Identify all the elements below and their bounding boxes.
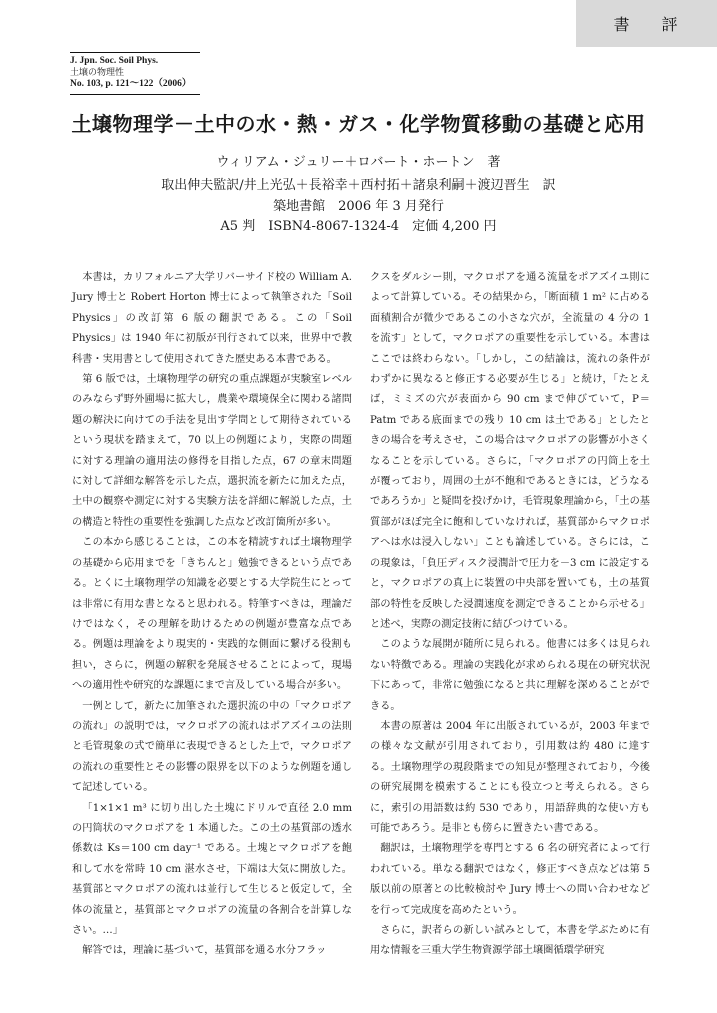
right-column xyxy=(370,268,650,962)
journal-issue: No. 103, p. 121～122（2006） xyxy=(70,79,192,89)
book-title: 土壌物理学－土中の水・熱・ガス・化学物質移動の基礎と応用 xyxy=(71,112,646,136)
paragraph: さらに，訳者らの新しい試みとして，本書を学ぶために有用な情報を三重大学生物資源学部土壌圏循環学研究 xyxy=(370,925,650,957)
paragraph: 翻訳は，土壌物理学を専門とする 6 名の研究者によって行われている。単なる翻訳ではなく，修正すべき点などは第 5 版以前の原著との比較検討や Jury 博士への問い合わせなどを行って完成度を高めたという。 xyxy=(370,843,650,916)
paragraph: クスをダルシー則，マクロポアを通る流量をポアズイユ則によって計算している。その結果から，「断面積 1 m² に占める面積割合が微少であるこの小さな穴が，全流量の 4 分の 1 を流す」として，マクロポアの重要性を示している。本書はここでは終わらない。「しかし，この結論は，流れの条件がわずかに異なると修正する必要が生じる」と続け，「たとえば，ミミズの穴が表面から 90 cm まで伸びていて，P＝Patm である底面までの残り 10 cm は土である」としたときの場合を考えさせ，この場合はマクロポアの影響が小さくなることを示している。さらに，「マクロポアの円筒上を土が覆っており，周囲の土が不飽和であるときには，どうなるであろうか」と疑問を投げかけ，毛管現象理論から，「土の基質部がほぼ完全に飽和していなければ，基質部からマクロポアへは水は浸入しない」ことも論述している。さらには，この現象は，「負圧ディスク浸潤計で圧力を－3 cm に設定すると，マクロポアの真上に装置の中央部を置いても，土の基質部の特性を反映した浸潤速度を測定できることから示せる」と述べ，実際の測定技術に結びつけている。 xyxy=(370,272,650,630)
paragraph: この本から感じることは，この本を精読すれば土壌物理学の基礎から応用までを「きちんと」勉強できるという点である。とくに土壌物理学の知識を必要とする大学院生にとっては非常に有用な書となると思われる。特筆すべきは，理論だけではなく，その理解を助けるための例題が豊富な点である。例題は理論をより現実的・実践的な側面に繋げる役割も担い，さらに，例題の解釈を発展させることによって，現場への適用性や研究的な課題にまで言及している場合が多い。 xyxy=(72,537,352,692)
paragraph: このような展開が随所に見られる。他書には多くは見られない特徴である。理論の実践化が求められる現在の研究状況下にあって，非常に勉強になると共に理解を深めることができる。 xyxy=(370,639,650,712)
paragraph: 本書の原著は 2004 年に出版されているが，2003 年までの様々な文献が引用されており，引用数は約 480 に達する。土壌物理学の現段階までの知見が整理されており，今後の研究展開を模索することにも役立つと考えられる。さらに，索引の用語数は約 530 であり，用語辞典的な使い方も可能であろう。是非とも傍らに置きたい書である。 xyxy=(370,720,650,834)
paragraph: 「1×1×1 m³ に切り出した土塊にドリルで直径 2.0 mm の円筒状のマクロポアを 1 本通した。この土の基質部の透水係数は Ks＝100 cm day⁻¹ である。土塊とマクロポアを飽和して水を常時 10 cm 湛水させ，下端は大気に開放した。基質部とマクロポアの流れは並行して生じると仮定して，全体の流量と，基質部とマクロポアの流量の各割合を計算しなさい。…」 xyxy=(72,802,352,936)
paragraph: 解答では，理論に基づいて，基質部を通る水分フラッ xyxy=(82,945,327,957)
paragraph: 本書は，カリフォルニア大学リバーサイド校の William A. Jury 博士と Robert Horton 博士によって執筆された「Soil Physics」の改訂第 6 版の翻訳である。この「Soil Physics」は 1940 年に初版が刊行されて以来，世界中で教科書・実用書として使用されてきた歴史ある本書である。 xyxy=(72,272,352,365)
book-publisher: 築地書館 2006 年 3 月発行 xyxy=(273,199,444,214)
section-tab-left-char: 書 xyxy=(613,15,632,34)
section-tab-right-char: 評 xyxy=(661,15,680,34)
left-column xyxy=(72,268,352,962)
paragraph: 一例として，新たに加筆された選択流の中の「マクロポアの流れ」の説明では，マクロポアの流れはポアズイユの法則と毛管現象の式で簡単に表現できるとした上で，マクロポアの流れの重要性とその影響の限界を以下のような例題を通して記述している。 xyxy=(72,700,352,794)
book-translators: 取出伸夫監訳/井上光弘＋長裕幸＋西村拓＋諸泉利嗣＋渡辺晋生 訳 xyxy=(161,178,556,193)
journal-name-en: J. Jpn. Soc. Soil Phys. xyxy=(70,56,159,66)
journal-name-ja: 土壌の物理性 xyxy=(70,67,125,78)
journal-citation xyxy=(70,52,200,95)
book-authors: ウィリアム・ジュリー＋ロバート・ホートン 著 xyxy=(216,155,501,170)
book-format: A5 判 ISBN4-8067-1324-4 定価 4,200 円 xyxy=(220,219,497,234)
paragraph: 第 6 版では，土壌物理学の研究の重点課題が実験室レベルのみならず野外圃場に拡大し，農業や環境保全に関わる諸問題の解決に向けての手法を見出す学問として期待されているという現状を踏まえて，70 以上の例題により，実際の問題に対する理論の適用法の修得を目指した点，67 の章末問題に対して詳細な解答を示した点，選択流を新たに加えた点，土中の観察や測定に対する実験方法を詳細に解説した点，土の構造と特性の重要性を強調した点など改訂箇所が多い。 xyxy=(72,374,352,528)
section-tab-book-review xyxy=(576,0,717,47)
